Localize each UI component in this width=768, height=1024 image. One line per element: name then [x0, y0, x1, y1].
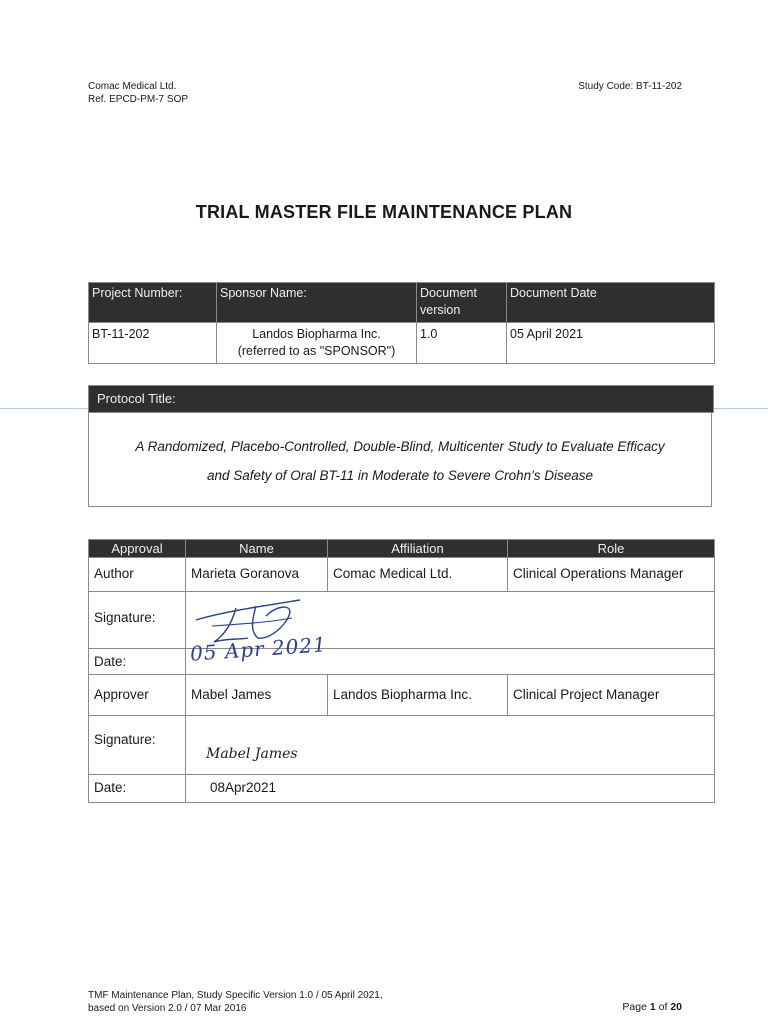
header-affiliation: Affiliation [328, 540, 508, 558]
page-total: 20 [670, 1001, 682, 1013]
header-approval: Approval [89, 540, 186, 558]
page-prefix: Page [622, 1001, 650, 1013]
protocol-title-line1: A Randomized, Placebo-Controlled, Double-Blind, Multicenter Study to Evaluate Efficacy [135, 439, 665, 454]
project-table-row [89, 323, 715, 364]
protocol-title-label: Protocol Title: [88, 385, 714, 413]
author-name: Marieta Goranova [186, 558, 328, 592]
author-signature-row [89, 592, 715, 649]
header-name: Name [186, 540, 328, 558]
approver-date-row [89, 775, 715, 803]
header-role: Role [508, 540, 715, 558]
approver-row [89, 675, 715, 716]
approver-affiliation: Landos Biopharma Inc. [328, 675, 508, 716]
author-label: Author [89, 558, 186, 592]
project-number: BT-11-202 [89, 323, 217, 364]
project-table-header-row [89, 283, 715, 323]
approver-signature-row [89, 716, 715, 775]
header-sponsor-name: Sponsor Name: [217, 283, 417, 323]
approver-signature [186, 716, 715, 775]
approver-name: Mabel James [186, 675, 328, 716]
protocol-title [88, 412, 712, 507]
sponsor-name [217, 323, 417, 364]
approval-table-header-row [89, 540, 715, 558]
study-code: Study Code: BT-11-202 [578, 81, 682, 92]
footer-version-info [88, 989, 383, 1015]
page-number [622, 1001, 682, 1013]
author-row [89, 558, 715, 592]
company-name: Comac Medical Ltd. [88, 81, 177, 92]
author-date-row [89, 649, 715, 675]
approver-date: 08Apr2021 [186, 775, 715, 803]
document-version: 1.0 [417, 323, 507, 364]
protocol-title-line2: and Safety of Oral BT-11 in Moderate to Severe Crohn's Disease [206, 468, 594, 483]
author-role: Clinical Operations Manager [508, 558, 715, 592]
author-date-label: Date: [89, 649, 186, 675]
sponsor-name-line2: (referred to as "SPONSOR") [237, 344, 396, 358]
author-date [186, 632, 715, 675]
footer-line2: based on Version 2.0 / 07 Mar 2016 [88, 1003, 247, 1014]
footer-line1: TMF Maintenance Plan, Study Specific Version 1.0 / 05 April 2021, [88, 990, 383, 1001]
approver-role: Clinical Project Manager [508, 675, 715, 716]
header-document-date: Document Date [507, 283, 715, 323]
sop-reference: Ref. EPCD-PM-7 SOP [88, 94, 189, 105]
approver-signature-label: Signature: [89, 716, 186, 775]
approver-date-label: Date: [89, 775, 186, 803]
approver-label: Approver [89, 675, 186, 716]
author-signature-label: Signature: [89, 592, 186, 649]
author-affiliation: Comac Medical Ltd. [328, 558, 508, 592]
document-date: 05 April 2021 [507, 323, 715, 364]
handwritten-date: 05 Apr 2021 [189, 632, 328, 666]
page-current: 1 [649, 1001, 656, 1013]
header-document-version: Document version [417, 283, 507, 323]
document-header-left [88, 80, 188, 106]
project-info-table [88, 282, 715, 364]
approval-table [88, 539, 715, 803]
page-mid: of [655, 1001, 671, 1013]
handwritten-name: Mabel James [206, 746, 298, 762]
document-title: TRIAL MASTER FILE MAINTENANCE PLAN [195, 202, 573, 222]
sponsor-name-line1: Landos Biopharma Inc. [252, 327, 381, 341]
header-project-number: Project Number: [89, 283, 217, 323]
